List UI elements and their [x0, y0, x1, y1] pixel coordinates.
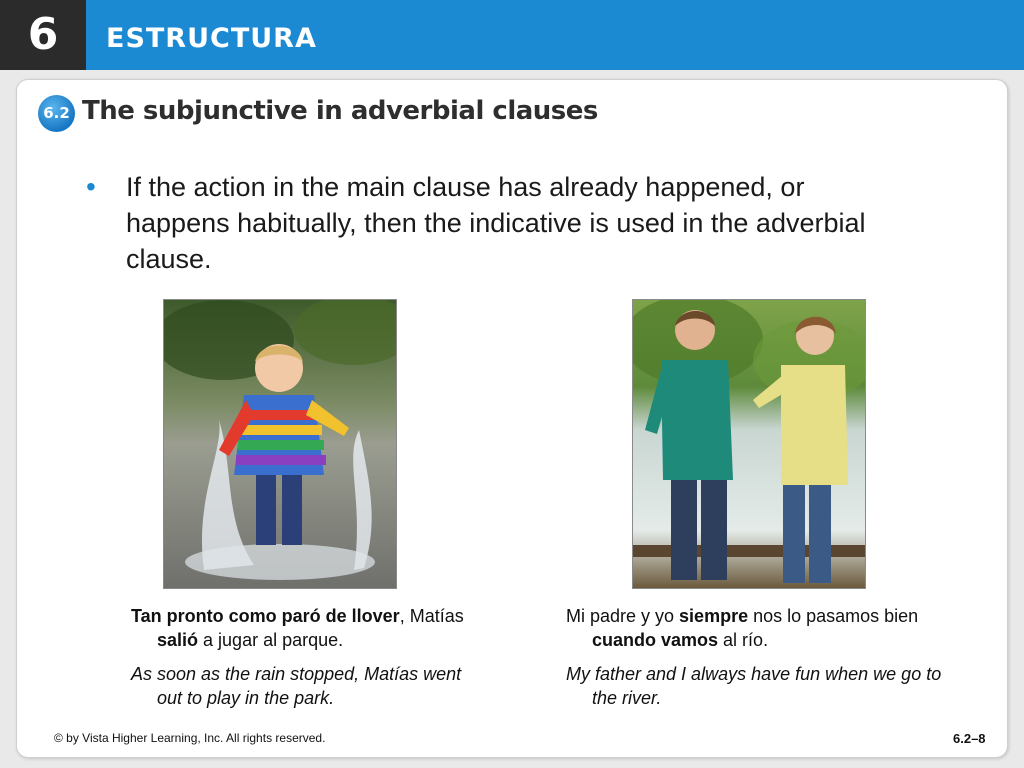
highlighted-adverb: siempre	[679, 606, 749, 626]
sentence-fragment: , Matías	[399, 606, 464, 626]
sentence-fragment: a jugar al parque.	[198, 630, 344, 650]
example-spanish-sentence	[131, 604, 471, 652]
example-english-translation: My father and I always have fun when we go to the river.	[566, 664, 942, 708]
sentence-fragment: Mi padre y yo	[566, 606, 680, 626]
example-spanish-sentence	[566, 604, 966, 652]
father-son-river-photo	[632, 299, 866, 589]
chapter-header-bar	[0, 0, 1024, 70]
example-english-translation: As soon as the rain stopped, Matías went out to play in the park.	[131, 664, 462, 708]
copyright-notice: © by Vista Higher Learning, Inc. All rights reserved.	[54, 731, 326, 745]
lesson-badge: 6.2	[38, 95, 75, 132]
page-title: The subjunctive in adverbial clauses	[82, 96, 598, 126]
bullet-icon: •	[86, 171, 96, 202]
highlighted-phrase: cuando vamos	[592, 630, 719, 650]
example-caption-1	[131, 604, 471, 710]
highlighted-verb: salió	[157, 630, 199, 650]
example-caption-2	[566, 604, 966, 710]
page-number: 6.2–8	[953, 731, 986, 746]
bullet-text: If the action in the main clause has already happened, or happens habitually, then the indicative is used in the adverbial clause.	[126, 172, 866, 274]
chapter-number: 6	[0, 0, 86, 70]
highlighted-phrase: Tan pronto como paró de llover	[131, 606, 400, 626]
sentence-fragment: nos lo pasamos bien	[748, 606, 919, 626]
child-splashing-photo	[163, 299, 397, 589]
section-name: ESTRUCTURA	[106, 23, 317, 54]
sentence-fragment: al río.	[718, 630, 769, 650]
